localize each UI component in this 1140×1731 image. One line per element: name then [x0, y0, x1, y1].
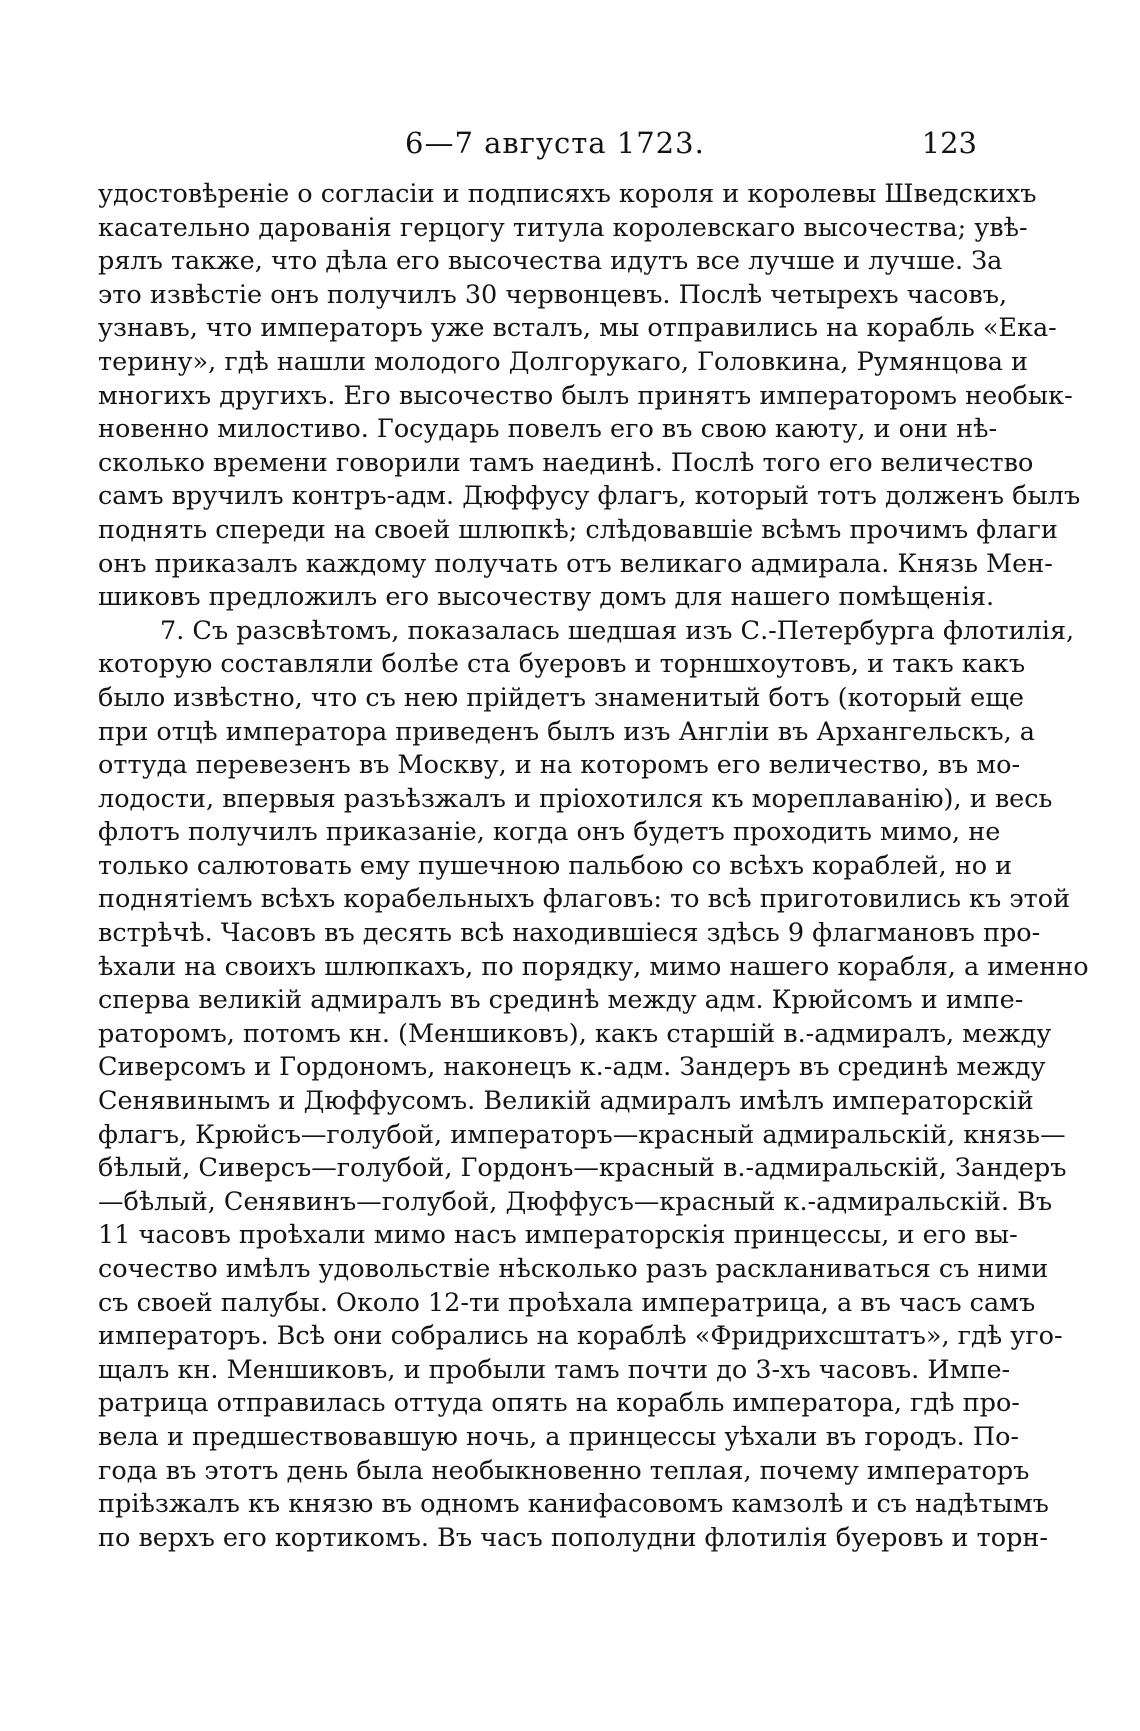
text-line: щалъ кн. Меншиковъ, и пробыли тамъ почти до 3-хъ часовъ. Импе- — [98, 1354, 1011, 1385]
page-header — [0, 126, 1140, 166]
text-line: при отцѣ императора приведенъ былъ изъ Англіи въ Архангельскъ, а — [98, 716, 1036, 747]
body-text — [98, 178, 1089, 1555]
text-line: ѣхали на своихъ шлюпкахъ, по порядку, мимо нашего корабля, а именно — [98, 951, 1089, 982]
text-line: года въ этотъ день была необыкновенно теплая, почему императоръ — [98, 1455, 1030, 1486]
text-line: 7. Съ разсвѣтомъ, показалась шедшая изъ С.-Петербурга флотилія, — [160, 615, 1075, 646]
text-line: онъ приказалъ каждому получать отъ великаго адмирала. Князь Мен- — [98, 548, 1053, 579]
page-number: 123 — [921, 126, 977, 160]
text-line: которую составляли болѣе ста буеровъ и торншхоутовъ, и такъ какъ — [98, 649, 1026, 680]
text-line: —бѣлый, Сенявинъ—голубой, Дюффусъ—красный к.-адмиральскій. Въ — [98, 1186, 1053, 1217]
text-line: флотъ получилъ приказаніе, когда онъ будетъ проходить мимо, не — [98, 817, 1001, 848]
text-line: вела и предшествовавшую ночь, а принцессы уѣхали въ городъ. По- — [98, 1421, 1020, 1452]
text-line: бѣлый, Сиверсъ—голубой, Гордонъ—красный в.-адмиральскій, Зандеръ — [98, 1153, 1067, 1184]
text-line: терину», гдѣ нашли молодого Долгорукаго, Головкина, Румянцова и — [98, 346, 1029, 377]
text-line: было извѣстно, что съ нею прійдетъ знаменитый ботъ (который еще — [98, 682, 1024, 713]
text-line: оттуда перевезенъ въ Москву, и на которомъ его величество, въ мо- — [98, 750, 1021, 781]
text-line: 11 часовъ проѣхали мимо насъ императорскія принцессы, и его вы- — [98, 1220, 1018, 1251]
text-line: сколько времени говорили тамъ наединѣ. Послѣ того его величество — [98, 447, 1034, 478]
text-line: многихъ другихъ. Его высочество былъ принятъ императоромъ необык- — [98, 380, 1073, 411]
text-line: это извѣстіе онъ получилъ 30 червонцевъ. Послѣ четырехъ часовъ, — [98, 279, 1008, 310]
text-line: пріѣзжалъ къ князю въ одномъ канифасовомъ камзолѣ и съ надѣтымъ — [98, 1489, 1049, 1520]
text-line: съ своей палубы. Около 12-ти проѣхала императрица, а въ часъ самъ — [98, 1287, 1036, 1318]
running-title: 6—7 августа 1723. — [405, 126, 705, 160]
text-line: узнавъ, что императоръ уже всталъ, мы отправились на корабль «Ека- — [98, 313, 1057, 344]
text-line: Сенявинымъ и Дюффусомъ. Великій адмиралъ имѣлъ императорскій — [98, 1086, 1034, 1117]
text-line: Сиверсомъ и Гордономъ, наконецъ к.-адм. Зандеръ въ срединѣ между — [98, 1052, 1046, 1083]
text-line: встрѣчѣ. Часовъ въ десять всѣ находившіеся здѣсь 9 флагмановъ про- — [98, 918, 1041, 949]
text-line: императоръ. Всѣ они собрались на кораблѣ «Фридрихсштатъ», гдѣ уго- — [98, 1321, 1063, 1352]
text-line: поднять спереди на своей шлюпкѣ; слѣдовавшіе всѣмъ прочимъ флаги — [98, 514, 1058, 545]
text-line: флагъ, Крюйсъ—голубой, императоръ—красный адмиральскій, князь— — [98, 1119, 1066, 1150]
text-line: самъ вручилъ контръ-адм. Дюффусу флагъ, который тотъ долженъ былъ — [98, 481, 1081, 512]
text-line: поднятіемъ всѣхъ корабельныхъ флаговъ: то всѣ приготовились къ этой — [98, 884, 1071, 915]
text-line: только салютовать ему пушечною пальбою со всѣхъ кораблей, но и — [98, 850, 1013, 881]
text-line: новенно милостиво. Государь повелъ его въ свою каюту, и они нѣ- — [98, 414, 998, 445]
text-line: сочество имѣлъ удовольствіе нѣсколько разъ раскланиваться съ ними — [98, 1254, 1049, 1284]
text-line: касательно дарованія герцогу титула королевскаго высочества; увѣ- — [98, 212, 1028, 243]
text-line: по верхъ его кортикомъ. Въ часъ пополудни флотилія буеровъ и торн- — [98, 1522, 1049, 1553]
text-line: ратрица отправилась оттуда опять на корабль императора, гдѣ про- — [98, 1388, 1020, 1419]
text-line: раторомъ, потомъ кн. (Меншиковъ), какъ старшій в.-адмиралъ, между — [98, 1018, 1052, 1049]
text-line: шиковъ предложилъ его высочеству домъ для нашего помѣщенія. — [98, 582, 995, 613]
text-line: сперва великій адмиралъ въ срединѣ между адм. Крюйсомъ и импе- — [98, 985, 1024, 1016]
text-line: удостовѣреніе о согласіи и подписяхъ короля и королевы Шведскихъ — [98, 179, 1037, 209]
text-line: рялъ также, что дѣла его высочества идутъ все лучше и лучше. За — [98, 246, 1003, 277]
text-line: лодости, впервыя разъѣзжалъ и пріохотился къ мореплаванію), и весь — [98, 783, 1053, 814]
